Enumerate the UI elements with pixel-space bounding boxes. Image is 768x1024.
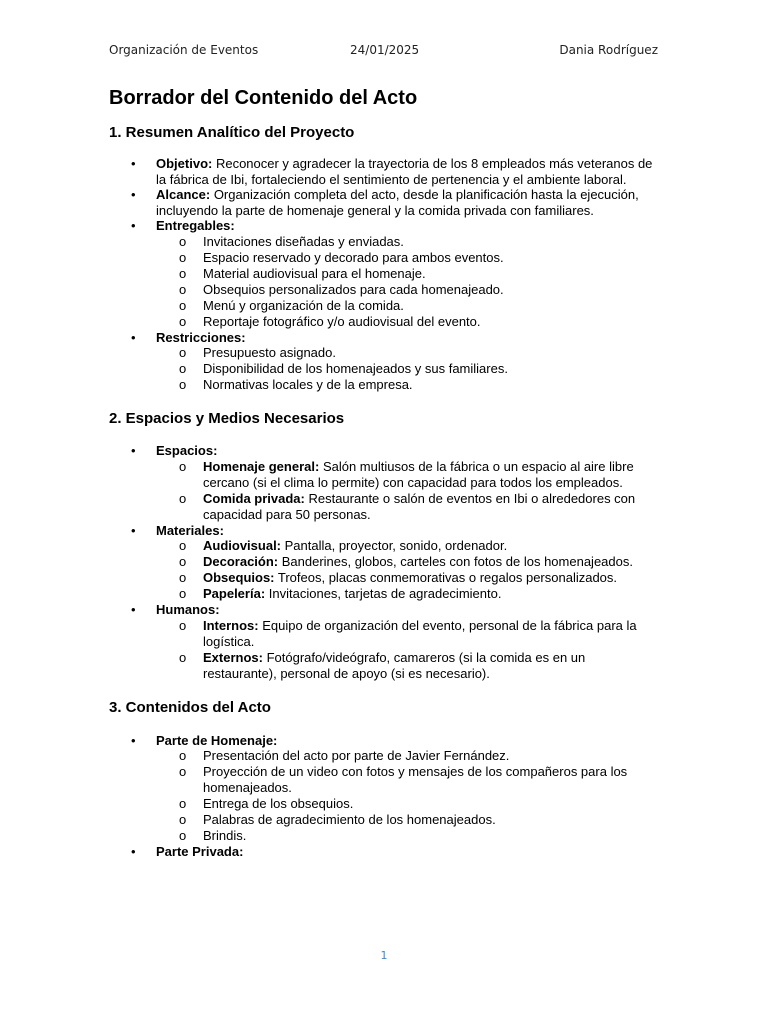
list-item: o Invitaciones diseñadas y enviadas. [109, 234, 658, 250]
list-item [109, 443, 658, 459]
humanos-label: Humanos: [156, 602, 220, 617]
list-item: o Entrega de los obsequios. [109, 796, 658, 812]
list-item: o Reportaje fotográfico y/o audiovisual del evento. [109, 314, 658, 330]
list-item [109, 156, 658, 187]
page-header [109, 43, 658, 59]
alcance-label: Alcance: [156, 187, 211, 202]
list-item: o Normativas locales y de la empresa. [109, 377, 658, 393]
section2-heading: 2. Espacios y Medios Necesarios [109, 410, 345, 427]
list-item: o Proyección de un video con fotos y mensajes de los compañeros para los homenajeados. [109, 764, 658, 796]
list-item [109, 570, 658, 586]
item-label: Papelería: [203, 586, 266, 601]
item-label: Decoración: [203, 554, 279, 569]
restricciones-sublist [109, 345, 658, 393]
homenaje-sublist [109, 748, 658, 844]
page-number: 1 [380, 949, 388, 962]
entregables-sublist [109, 234, 658, 330]
item-text: Fotógrafo/videógrafo, camareros (si la comida es en un restaurante), personal de apoyo (si es necesario). [203, 649, 586, 681]
list-item [109, 187, 658, 218]
list-item: o Brindis. [109, 828, 658, 844]
materiales-label: Materiales: [156, 522, 224, 538]
section1-heading: 1. Resumen Analítico del Proyecto [109, 124, 355, 141]
list-item: o Menú y organización de la comida. [109, 298, 658, 314]
document-title: Borrador del Contenido del Acto [109, 87, 418, 109]
list-item [109, 218, 658, 234]
list-item [109, 459, 658, 491]
item-label: Externos: [203, 649, 263, 665]
homenaje-sublist-wrap [109, 748, 658, 844]
list-item [109, 491, 658, 523]
item-label: Obsequios: [203, 570, 275, 585]
item-text: Salón multiusos de la fábrica o un espacio al aire libre cercano (si el clima lo permite) con capacidad para todos los empleados. [203, 458, 634, 490]
privada-label: Parte Privada: [156, 844, 244, 859]
list-item: o Palabras de agradecimiento de los homenajeados. [109, 812, 658, 828]
entregables-label: Entregables: [156, 218, 235, 233]
list-item: o Presupuesto asignado. [109, 345, 658, 361]
list-item [109, 586, 658, 602]
item-label: Internos: [203, 617, 259, 633]
header-left: Organización de Eventos [109, 43, 259, 57]
list-item [109, 618, 658, 650]
list-item [109, 650, 658, 682]
item-text: Equipo de organización del evento, personal de la fábrica para la logística. [203, 617, 637, 649]
section1-list [109, 156, 658, 393]
list-item [109, 733, 658, 749]
list-item [109, 844, 658, 860]
list-item: o Espacio reservado y decorado para ambos eventos. [109, 250, 658, 266]
list-item: o Disponibilidad de los homenajeados y sus familiares. [109, 361, 658, 377]
list-item [109, 330, 658, 346]
section3-heading: 3. Contenidos del Acto [109, 698, 271, 716]
item-text: Trofeos, placas conmemorativas o regalos personalizados. [274, 570, 618, 585]
item-label: Homenaje general: [203, 458, 320, 474]
espacios-sublist-wrap [109, 459, 658, 523]
section3-list [109, 733, 658, 860]
item-label: Audiovisual: [203, 538, 282, 553]
materiales-sublist [109, 538, 658, 602]
item-text: Restaurante o salón de eventos en Ibi o alrededores con capacidad para 50 personas. [203, 490, 636, 522]
objetivo-text: Reconocer y agradecer la trayectoria de los 8 empleados más veteranos de la fábrica de Ibi, fortaleciendo el sentimiento de pertenencia y el ambiente laboral. [156, 156, 653, 187]
espacios-sublist [109, 459, 658, 523]
restricciones-label: Restricciones: [156, 329, 246, 345]
header-date: 24/01/2025 [350, 43, 420, 57]
item-label: Comida privada: [203, 490, 305, 506]
entregables-sublist-wrap [109, 234, 658, 330]
materiales-sublist-wrap [109, 538, 658, 602]
header-author: Dania Rodríguez [559, 43, 658, 57]
list-item: o Obsequios personalizados para cada homenajeado. [109, 282, 658, 298]
section2-list [109, 443, 658, 682]
objetivo-label: Objetivo: [156, 156, 213, 171]
list-item [109, 538, 658, 554]
restricciones-sublist-wrap [109, 345, 658, 393]
item-text: Banderines, globos, carteles con fotos de los homenajeados. [278, 554, 633, 569]
list-item: o Presentación del acto por parte de Javier Fernández. [109, 748, 658, 764]
humanos-sublist [109, 618, 658, 682]
homenaje-label: Parte de Homenaje: [156, 732, 278, 748]
espacios-label: Espacios: [156, 443, 218, 458]
humanos-sublist-wrap [109, 618, 658, 682]
list-item [109, 602, 658, 618]
list-item [109, 523, 658, 539]
list-item: o Material audiovisual para el homenaje. [109, 266, 658, 282]
alcance-text: Organización completa del acto, desde la planificación hasta la ejecución, incluyendo la parte de homenaje general y la comida privada con familiares. [156, 187, 639, 218]
document-body [109, 86, 658, 860]
list-item [109, 554, 658, 570]
item-text: Invitaciones, tarjetas de agradecimiento. [265, 586, 502, 601]
item-text: Pantalla, proyector, sonido, ordenador. [281, 538, 508, 553]
